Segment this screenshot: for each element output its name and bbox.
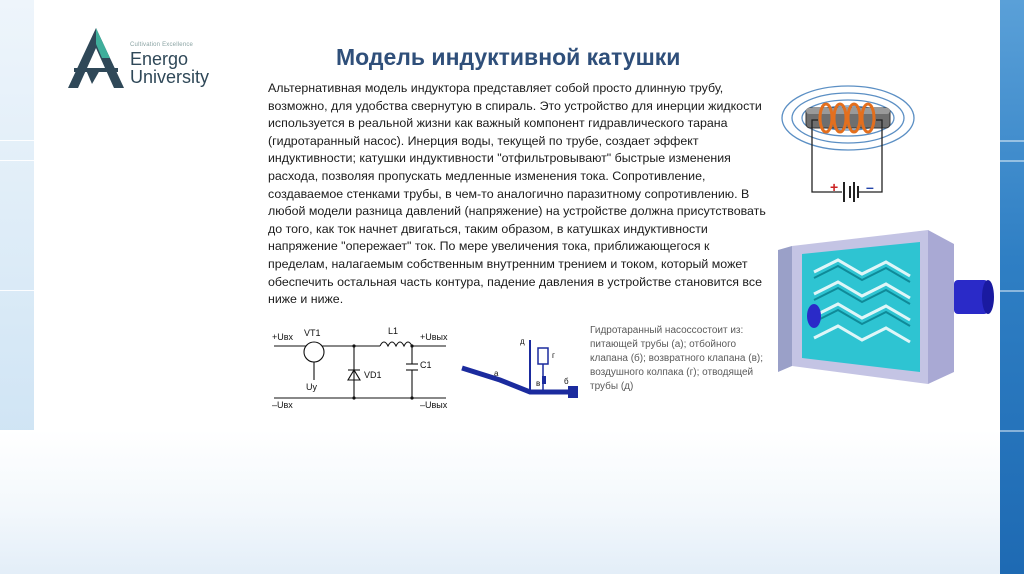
right-decor-band — [1000, 0, 1024, 574]
battery-minus-label: – — [866, 179, 874, 195]
body-paragraph: Альтернативная модель индуктора представляет собой просто длинную трубу, возможно, для удобства свернутую в спираль. Это устройство для инерции жидкости используется в реальной жизни как важный компонент гидравлического тарана (гидротаранный насос). Инерция воды, текущей по трубе, создает эффект индуктивности; катушки индуктивности "отфильтровывают" быстрые изменения расхода, позволяя пропускать медленные изменения тока. Сопротивление, создаваемое стенками трубы, в чем-то аналогично паразитному сопротивлению. В любой модели разница давлений (напряжение) на устройстве должна присутствовать до того, как ток начнет двигаться, таким образом, в катушках индуктивности напряжение "опережает" ток. По мере увеличения тока, приближающегося к пределам, налагаемым собственным внутренним трением и током, который может обеспечить остальная часть контура, падение давления в устройстве становится все ниже и ниже. — [268, 81, 766, 307]
circuit-vd1: VD1 — [364, 370, 382, 380]
circuit-uvyx-out: +Uвых — [420, 332, 448, 342]
ram-label-v: в — [536, 379, 541, 388]
inductor-coil-diagram — [778, 80, 916, 210]
circuit-uvyx-neg: –Uвых — [420, 400, 448, 410]
buck-converter-circuit — [270, 324, 450, 410]
circuit-l1: L1 — [388, 326, 399, 336]
logo-name-line1: Energo — [130, 49, 189, 69]
bottom-decor-band — [0, 430, 1000, 574]
slide-title: Модель индуктивной катушки — [336, 44, 681, 70]
circuit-c1: C1 — [420, 360, 432, 370]
ram-label-g: г — [552, 351, 555, 360]
battery-plus-label: + — [830, 179, 839, 195]
ram-label-b: б — [564, 377, 569, 386]
circuit-uvx-in: +Uвх — [272, 332, 294, 342]
ram-label-d: д — [520, 337, 525, 346]
circuit-vt1: VT1 — [304, 328, 321, 338]
logo-tagline: Cultivation Excellence — [130, 42, 194, 48]
turbine-illustration — [778, 216, 998, 398]
hydraulic-ram-diagram — [460, 334, 584, 410]
logo-triangle-icon — [66, 26, 126, 90]
ram-label-a: а — [494, 369, 499, 378]
circuit-uvx-neg: –Uвх — [272, 400, 293, 410]
ram-pump-caption: Гидротаранный насоссостоит из: питающей трубы (а); отбойного клапана (б); возвратного клапана (в); воздушного колпака (г); отводящей трубы (д) — [590, 325, 764, 392]
logo-name-line2: University — [130, 67, 210, 87]
circuit-uy: Uy — [306, 382, 317, 392]
